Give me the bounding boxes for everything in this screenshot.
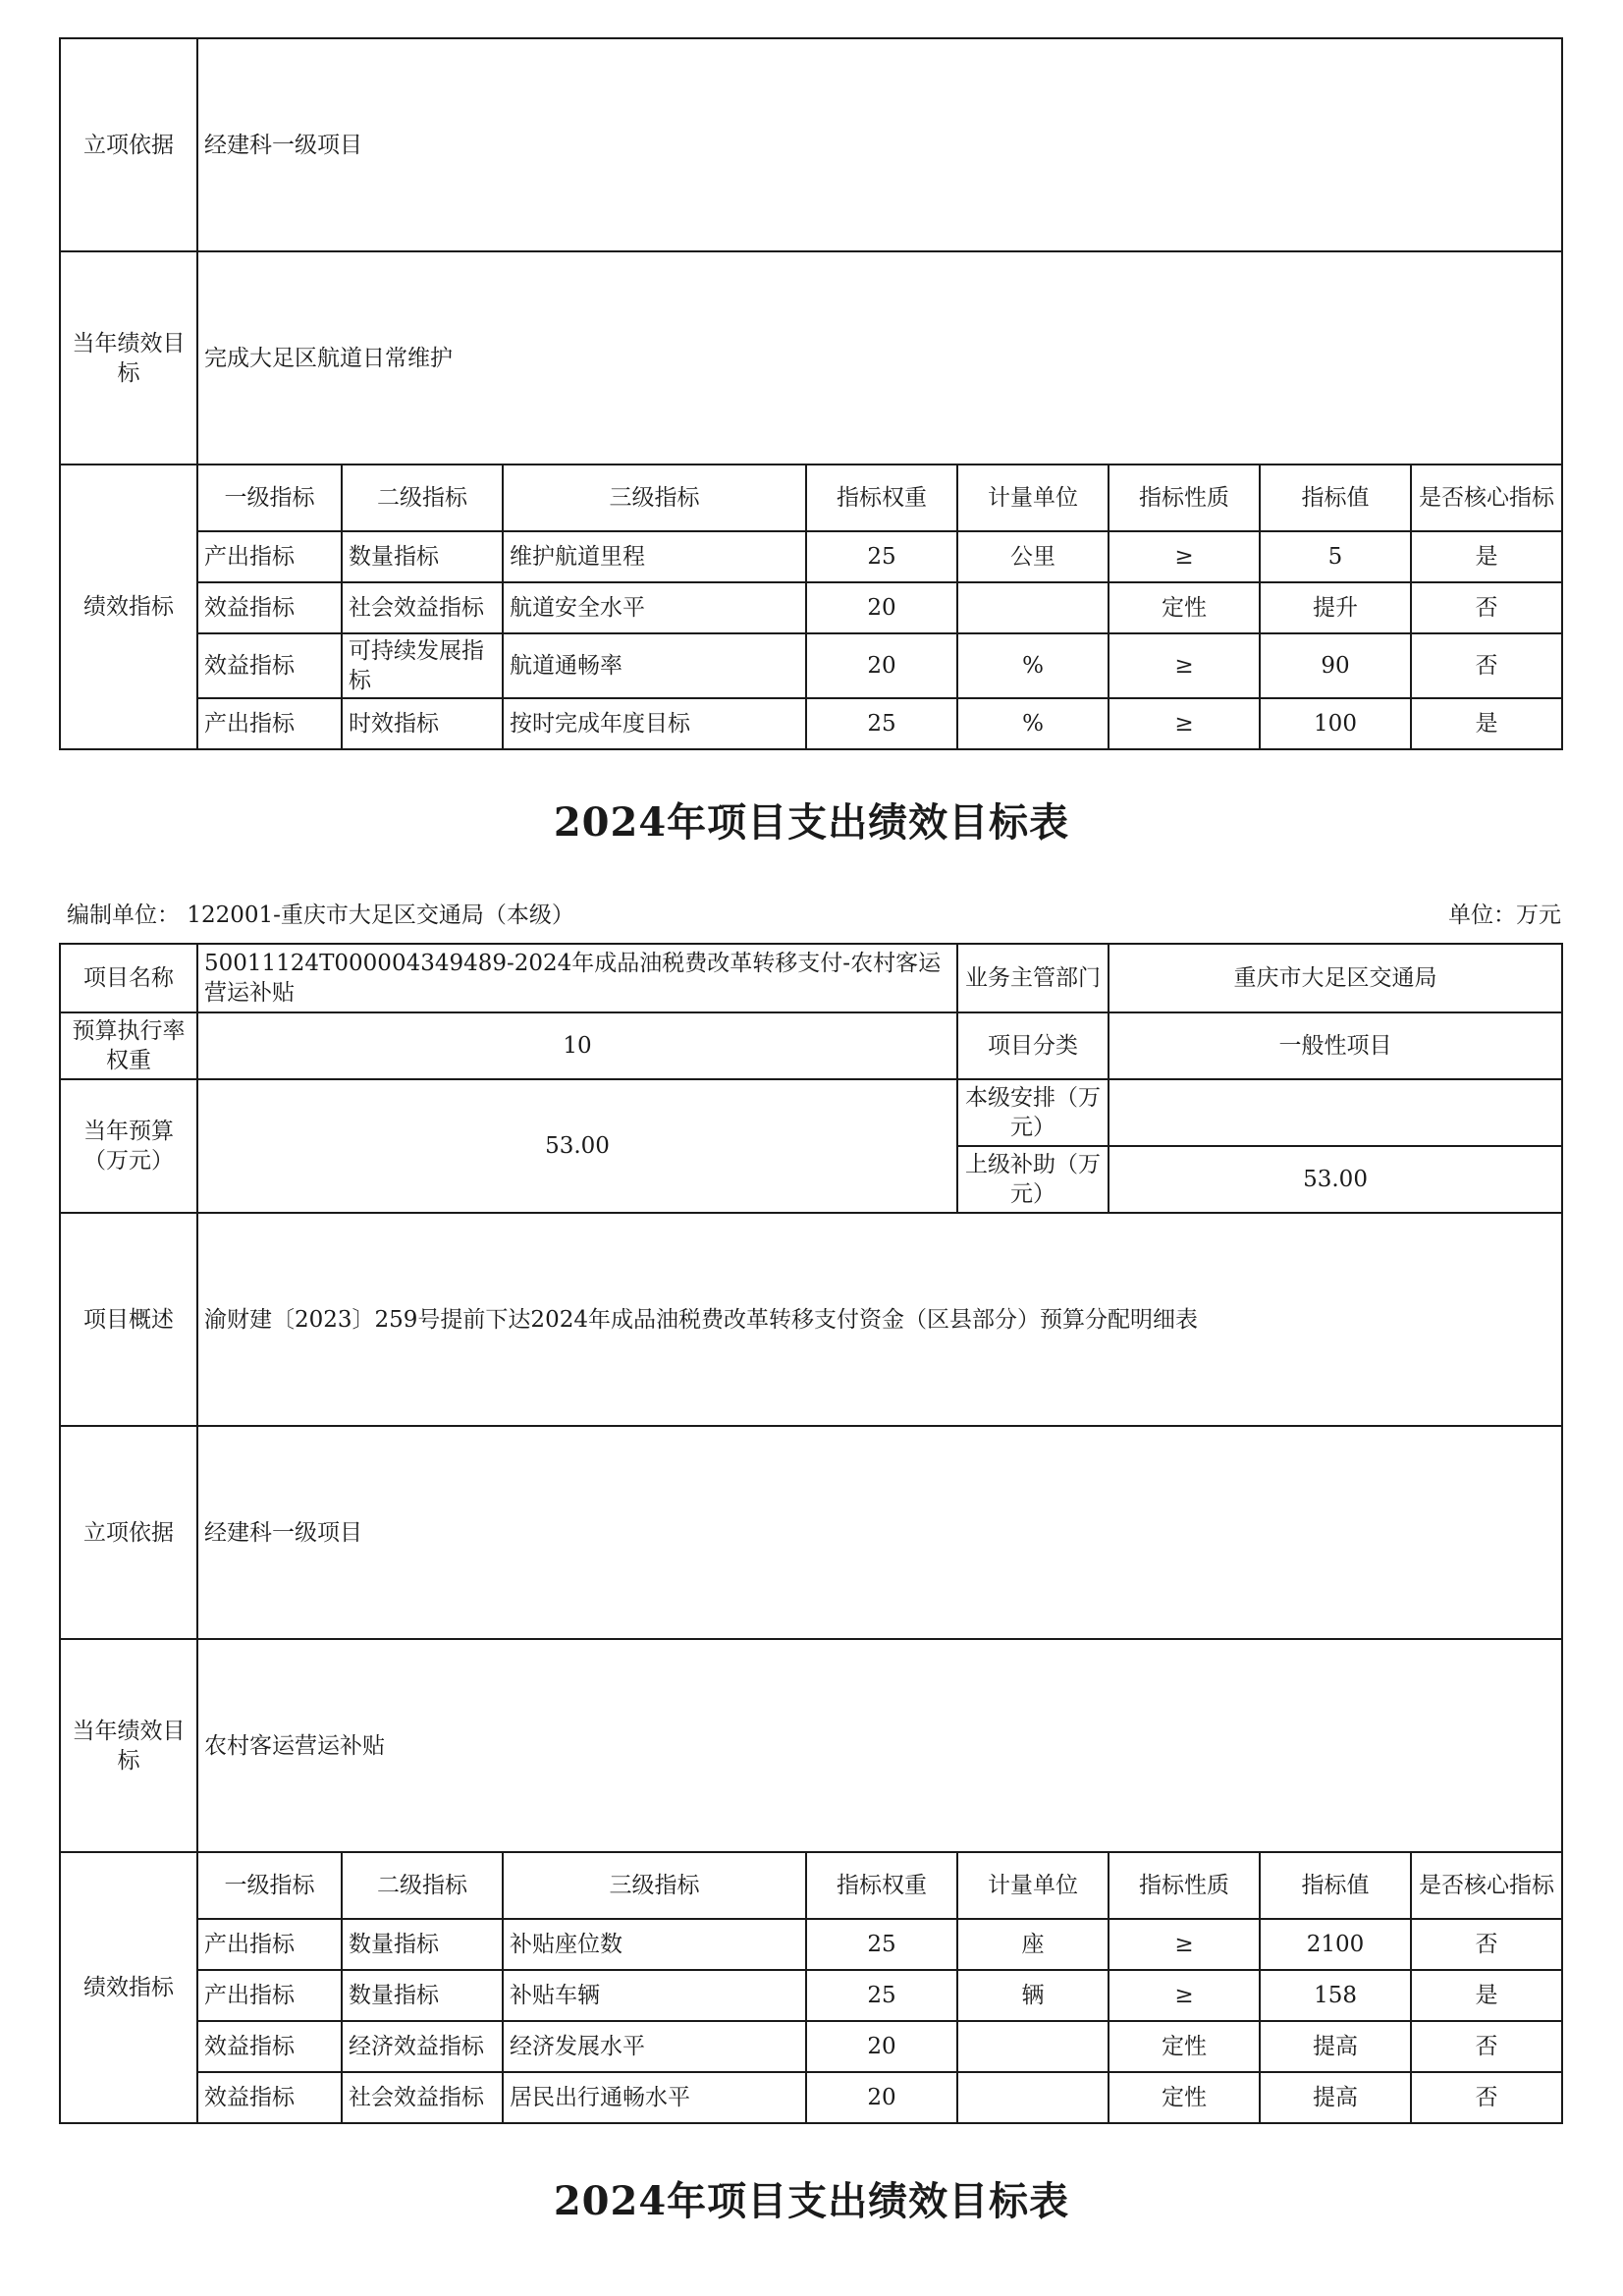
cell xyxy=(957,2021,1109,2072)
cell: 补贴车辆 xyxy=(503,1970,806,2021)
header-cell: 指标权重 xyxy=(806,465,957,531)
org-label: 编制单位： 122001-重庆市大足区交通局（本级） xyxy=(67,902,574,928)
page-title-bottom: 2024年项目支出绩效目标表 xyxy=(553,2178,1070,2224)
budget-value: 53.00 xyxy=(197,1079,957,1213)
cell: 20 xyxy=(806,2072,957,2123)
header-cell: 二级指标 xyxy=(342,1852,503,1919)
exec-rate-label: 预算执行率权重 xyxy=(60,1012,197,1079)
header-cell: 计量单位 xyxy=(957,1852,1109,1919)
cell: 产出指标 xyxy=(197,1970,342,2021)
table-row xyxy=(60,2021,1562,2072)
cell: 提高 xyxy=(1260,2072,1411,2123)
dept-value: 重庆市大足区交通局 xyxy=(1109,944,1562,1012)
cell: 158 xyxy=(1260,1970,1411,2021)
dept-label: 业务主管部门 xyxy=(957,944,1109,1012)
local-value xyxy=(1109,1079,1562,1146)
header-cell: 指标值 xyxy=(1260,465,1411,531)
unit-line xyxy=(67,897,1561,929)
budget-label: 当年预算（万元） xyxy=(60,1079,197,1213)
cell: 是 xyxy=(1411,531,1562,582)
basis-value: 经建科一级项目 xyxy=(197,1426,1562,1639)
category-value: 一般性项目 xyxy=(1109,1012,1562,1079)
cell: ≥ xyxy=(1109,1919,1260,1970)
cell: 25 xyxy=(806,698,957,749)
cell: 效益指标 xyxy=(197,633,342,698)
overview-value: 渝财建〔2023〕259号提前下达2024年成品油税费改革转移支付资金（区县部分）预算分配明细表 xyxy=(197,1213,1562,1426)
header-cell: 是否核心指标 xyxy=(1411,1852,1562,1919)
cell: 航道安全水平 xyxy=(503,582,806,633)
cell: 补贴座位数 xyxy=(503,1919,806,1970)
cell: 否 xyxy=(1411,633,1562,698)
upper-label: 上级补助（万元） xyxy=(957,1146,1109,1213)
header-cell: 是否核心指标 xyxy=(1411,465,1562,531)
cell: 数量指标 xyxy=(342,1919,503,1970)
cell: 20 xyxy=(806,2021,957,2072)
cell: 否 xyxy=(1411,2072,1562,2123)
cell: 定性 xyxy=(1109,2021,1260,2072)
header-cell: 一级指标 xyxy=(197,465,342,531)
category-label: 项目分类 xyxy=(957,1012,1109,1079)
cell: % xyxy=(957,633,1109,698)
basis-label: 立项依据 xyxy=(60,38,197,251)
basis-value: 经建科一级项目 xyxy=(197,38,1562,251)
header-cell: 指标性质 xyxy=(1109,465,1260,531)
cell: 20 xyxy=(806,633,957,698)
cell: 25 xyxy=(806,1919,957,1970)
cell: 社会效益指标 xyxy=(342,2072,503,2123)
table-row xyxy=(60,698,1562,749)
cell: % xyxy=(957,698,1109,749)
cell: 定性 xyxy=(1109,2072,1260,2123)
cell: 产出指标 xyxy=(197,698,342,749)
performance-table-2 xyxy=(59,943,1563,2124)
target-value: 农村客运营运补贴 xyxy=(197,1639,1562,1852)
cell: 是 xyxy=(1411,1970,1562,2021)
cell: 时效指标 xyxy=(342,698,503,749)
header-cell: 一级指标 xyxy=(197,1852,342,1919)
header-cell: 指标权重 xyxy=(806,1852,957,1919)
header-cell: 计量单位 xyxy=(957,465,1109,531)
header-cell: 二级指标 xyxy=(342,465,503,531)
cell: ≥ xyxy=(1109,633,1260,698)
table-row xyxy=(60,2072,1562,2123)
cell: 是 xyxy=(1411,698,1562,749)
project-name-label: 项目名称 xyxy=(60,944,197,1012)
cell: 可持续发展指标 xyxy=(342,633,503,698)
table-row xyxy=(60,633,1562,698)
cell: 经济发展水平 xyxy=(503,2021,806,2072)
cell: 定性 xyxy=(1109,582,1260,633)
cell: 效益指标 xyxy=(197,582,342,633)
cell: 产出指标 xyxy=(197,1919,342,1970)
overview-label: 项目概述 xyxy=(60,1213,197,1426)
cell: 座 xyxy=(957,1919,1109,1970)
target-label: 当年绩效目标 xyxy=(60,251,197,465)
cell: 经济效益指标 xyxy=(342,2021,503,2072)
cell: ≥ xyxy=(1109,698,1260,749)
cell: 否 xyxy=(1411,582,1562,633)
cell: ≥ xyxy=(1109,1970,1260,2021)
indicators-label: 绩效指标 xyxy=(60,465,197,749)
performance-table-1 xyxy=(59,37,1563,750)
project-name-value: 50011124T000004349489-2024年成品油税费改革转移支付-农村客运营运补贴 xyxy=(197,944,957,1012)
exec-rate-value: 10 xyxy=(197,1012,957,1079)
cell: 辆 xyxy=(957,1970,1109,2021)
cell: 居民出行通畅水平 xyxy=(503,2072,806,2123)
table-row xyxy=(60,582,1562,633)
cell: 25 xyxy=(806,531,957,582)
indicators-label: 绩效指标 xyxy=(60,1852,197,2123)
cell: 20 xyxy=(806,582,957,633)
cell: 5 xyxy=(1260,531,1411,582)
cell: 提高 xyxy=(1260,2021,1411,2072)
cell: 25 xyxy=(806,1970,957,2021)
cell: 社会效益指标 xyxy=(342,582,503,633)
cell: 效益指标 xyxy=(197,2072,342,2123)
header-cell: 指标值 xyxy=(1260,1852,1411,1919)
table-row xyxy=(60,1919,1562,1970)
target-label: 当年绩效目标 xyxy=(60,1639,197,1852)
header-cell: 三级指标 xyxy=(503,1852,806,1919)
cell: ≥ xyxy=(1109,531,1260,582)
cell: 数量指标 xyxy=(342,1970,503,2021)
unit-label: 单位：万元 xyxy=(1448,902,1561,928)
cell xyxy=(957,2072,1109,2123)
cell: 提升 xyxy=(1260,582,1411,633)
cell: 100 xyxy=(1260,698,1411,749)
cell: 效益指标 xyxy=(197,2021,342,2072)
cell: 否 xyxy=(1411,2021,1562,2072)
upper-value: 53.00 xyxy=(1109,1146,1562,1213)
cell: 2100 xyxy=(1260,1919,1411,1970)
cell: 产出指标 xyxy=(197,531,342,582)
cell: 否 xyxy=(1411,1919,1562,1970)
cell: 航道通畅率 xyxy=(503,633,806,698)
header-cell: 三级指标 xyxy=(503,465,806,531)
cell: 维护航道里程 xyxy=(503,531,806,582)
page-title: 2024年项目支出绩效目标表 xyxy=(553,799,1070,846)
cell xyxy=(957,582,1109,633)
local-label: 本级安排（万元） xyxy=(957,1079,1109,1146)
cell: 公里 xyxy=(957,531,1109,582)
target-value: 完成大足区航道日常维护 xyxy=(197,251,1562,465)
table-row xyxy=(60,531,1562,582)
cell: 90 xyxy=(1260,633,1411,698)
cell: 数量指标 xyxy=(342,531,503,582)
header-cell: 指标性质 xyxy=(1109,1852,1260,1919)
table-row xyxy=(60,1970,1562,2021)
basis-label: 立项依据 xyxy=(60,1426,197,1639)
cell: 按时完成年度目标 xyxy=(503,698,806,749)
